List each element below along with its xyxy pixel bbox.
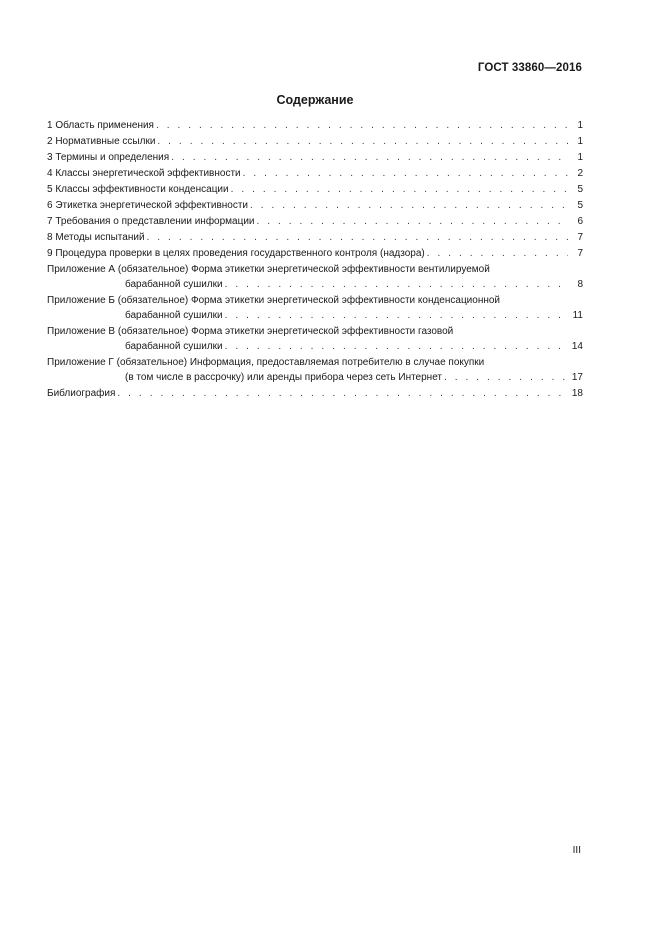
toc-appendix-entry[interactable] — [47, 262, 583, 293]
toc-entry[interactable] — [47, 198, 583, 214]
toc-appendix-entry[interactable] — [47, 293, 583, 324]
dot-leader — [225, 308, 568, 324]
dot-leader — [257, 214, 568, 230]
toc-entry-page: 1 — [577, 136, 583, 147]
toc-entry[interactable] — [47, 166, 583, 182]
toc-entry-page: 14 — [571, 341, 583, 352]
document-code: ГОСТ 33860—2016 — [477, 62, 582, 74]
toc-entry-title: 3 Термины и определения — [47, 152, 170, 163]
dot-leader — [117, 386, 568, 402]
dot-leader — [427, 246, 568, 262]
toc-entry-page: 5 — [577, 184, 583, 195]
toc-entry-title: 8 Методы испытаний — [47, 232, 145, 243]
toc-appendix-subtitle: барабанной сушилки — [125, 341, 223, 352]
toc-entry-page: 8 — [577, 279, 583, 290]
toc-title: Содержание — [276, 93, 354, 107]
toc-entry[interactable] — [47, 246, 583, 262]
toc-entry-page: 7 — [577, 248, 583, 259]
dot-leader — [171, 150, 568, 166]
toc-appendix-entry[interactable] — [47, 355, 583, 386]
toc-appendix-subtitle: барабанной сушилки — [125, 310, 223, 321]
toc-entry-page: 7 — [577, 232, 583, 243]
toc-entry-page: 6 — [577, 216, 583, 227]
toc-entry-page: 1 — [577, 120, 583, 131]
toc-entry-page: 2 — [577, 168, 583, 179]
toc-appendix-title: Приложение А (обязательное) Форма этикетки энергетической эффективности вентилируемой — [47, 264, 490, 275]
toc-appendix-title: Приложение Г (обязательное) Информация, предоставляемая потребителю в случае покупки — [47, 357, 485, 368]
dot-leader — [231, 182, 568, 198]
toc-entry-title: 5 Классы эффективности конденсации — [47, 184, 229, 195]
toc-entry[interactable] — [47, 230, 583, 246]
toc-appendix-title: Приложение Б (обязательное) Форма этикетки энергетической эффективности конденсационной — [47, 295, 501, 306]
dot-leader — [156, 118, 568, 134]
toc-bibliography-entry[interactable] — [47, 386, 583, 402]
dot-leader — [243, 166, 568, 182]
toc-entry-page: 1 — [577, 152, 583, 163]
table-of-contents — [47, 118, 583, 402]
page-number: III — [572, 845, 581, 856]
toc-entry[interactable] — [47, 214, 583, 230]
toc-entry[interactable] — [47, 182, 583, 198]
toc-entry-page: 17 — [571, 372, 583, 383]
toc-appendix-entry[interactable] — [47, 324, 583, 355]
toc-entry-page: 18 — [571, 388, 583, 399]
dot-leader — [250, 198, 568, 214]
dot-leader — [147, 230, 568, 246]
toc-entry-page: 5 — [577, 200, 583, 211]
toc-entry-title: 6 Этикетка энергетической эффективности — [47, 200, 249, 211]
dot-leader — [157, 134, 568, 150]
toc-entry-title: 9 Процедура проверки в целях проведения государственного контроля (надзора) — [47, 248, 425, 259]
toc-entry[interactable] — [47, 150, 583, 166]
toc-entry-title: 4 Классы энергетической эффективности — [47, 168, 241, 179]
toc-entry-page: 11 — [572, 310, 583, 321]
toc-entry-title: 7 Требования о представлении информации — [47, 216, 255, 227]
toc-entry[interactable] — [47, 134, 583, 150]
dot-leader — [225, 277, 568, 293]
toc-entry-title: Библиография — [47, 388, 116, 399]
toc-appendix-subtitle: барабанной сушилки — [125, 279, 223, 290]
toc-entry[interactable] — [47, 118, 583, 134]
toc-entry-title: 2 Нормативные ссылки — [47, 136, 156, 147]
dot-leader — [225, 339, 568, 355]
toc-entry-title: 1 Область применения — [47, 120, 154, 131]
toc-appendix-subtitle: (в том числе в рассрочку) или аренды прибора через сеть Интернет — [125, 372, 443, 383]
toc-appendix-title: Приложение В (обязательное) Форма этикетки энергетической эффективности газовой — [47, 326, 454, 337]
dot-leader — [444, 370, 568, 386]
